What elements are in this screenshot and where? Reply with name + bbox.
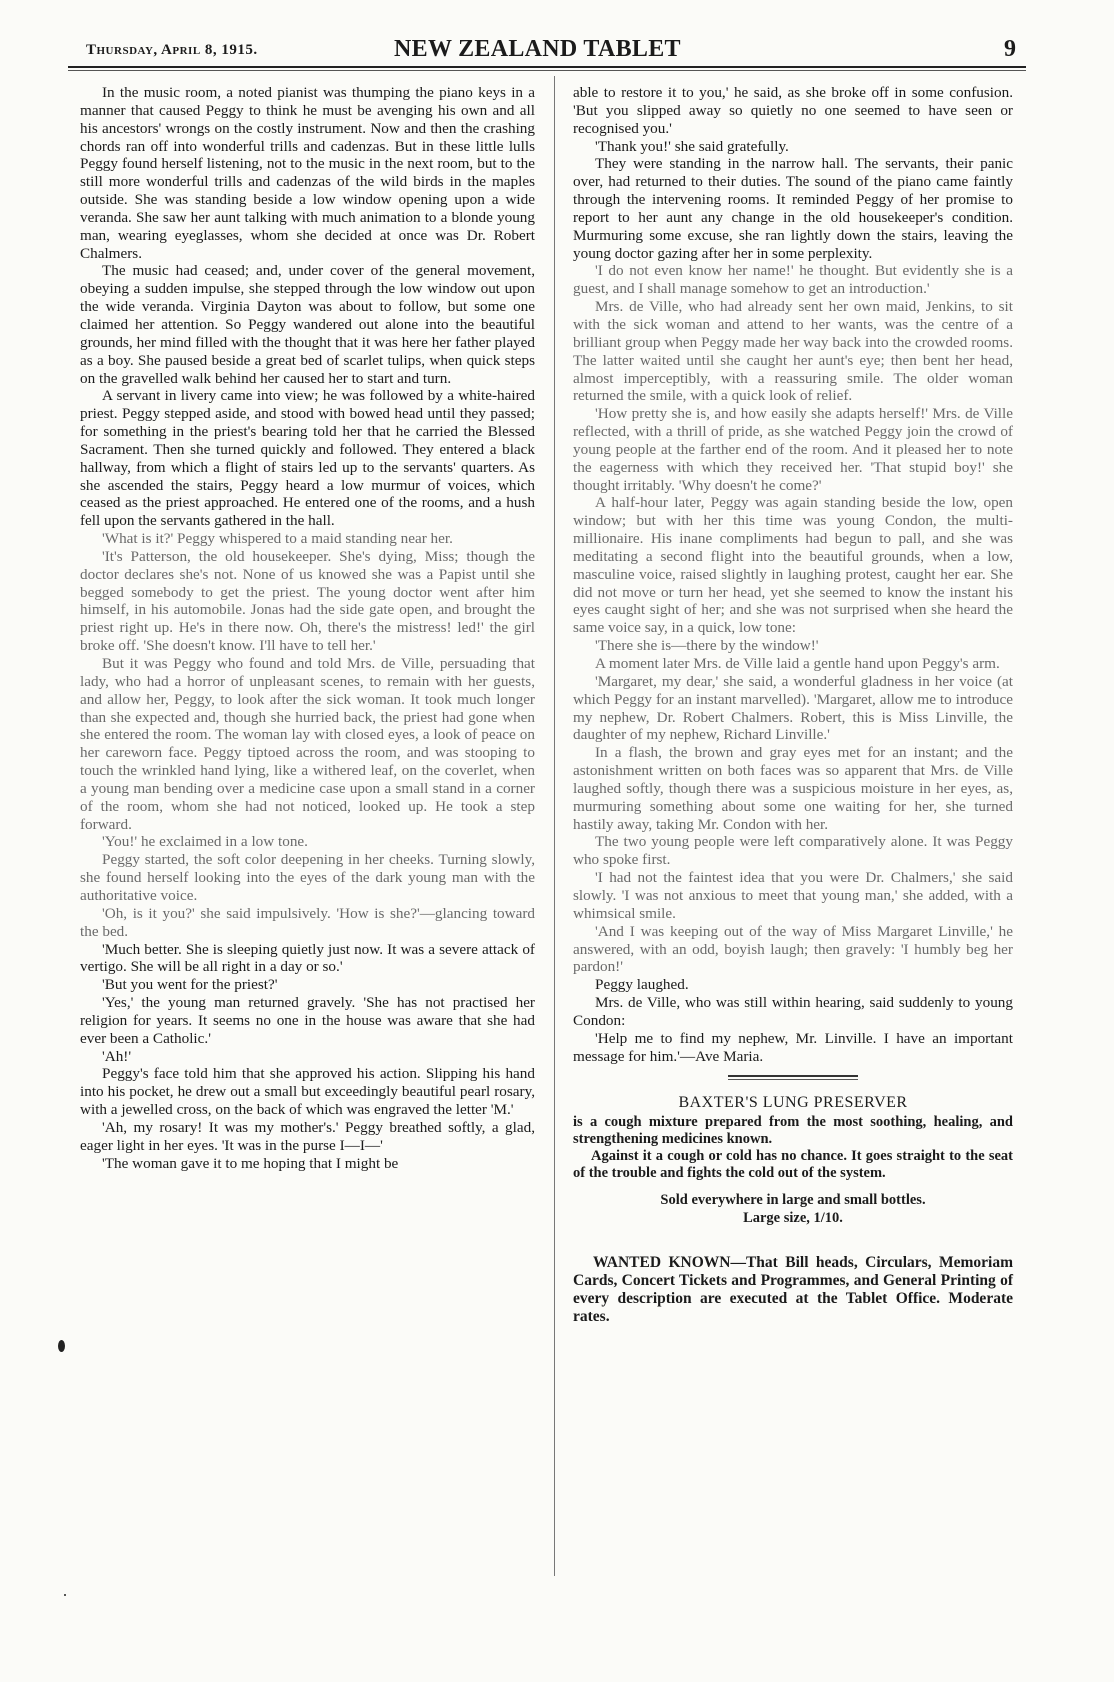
paragraph: In a flash, the brown and gray eyes met for an instant; and the astonishment written on both faces was so apparent that Mrs. de Ville laughed softly, though there was a suspicious moisture in her eyes, as, murmuring something about some one waiting for her, she turned hastily away, taking Mr. Condon with her. [573, 744, 1013, 833]
newspaper-title: NEW ZEALAND TABLET [394, 36, 681, 62]
header-rule-thin [68, 70, 1026, 71]
advert-heading: BAXTER'S LUNG PRESERVER [678, 1094, 908, 1112]
wanted-notice [573, 1254, 1013, 1326]
advert-rule [728, 1075, 858, 1077]
advert-line: is a cough mixture prepared from the most soothing, healing, and strengthening medicines known. [573, 1114, 1013, 1148]
advert-rule-thin [728, 1079, 858, 1080]
ink-blot [58, 1340, 65, 1352]
advert-body [573, 1114, 1013, 1182]
header-rule [68, 66, 1026, 68]
paragraph: 'Help me to find my nephew, Mr. Linville. I have an important message for him.'—Ave Maria. [573, 1029, 1013, 1065]
paragraph: 'And I was keeping out of the way of Miss Margaret Linville,' he answered, with an odd, boyish laugh; then gravely: 'I humbly beg her pardon!' [573, 922, 1013, 976]
paragraph: Peggy started, the soft color deepening in her cheeks. Turning slowly, she found herself looking into the eyes of the dark young man with the authoritative voice. [80, 851, 535, 904]
paragraph: 'Ah!' [102, 1047, 132, 1065]
paragraph: 'Ah, my rosary! It was my mother's.' Peggy breathed softly, a glad, eager light in her eyes. 'It was in the purse I—I—' [80, 1118, 535, 1154]
advertisement [573, 1094, 1013, 1228]
left-column [80, 84, 535, 1172]
paragraph: A moment later Mrs. de Ville laid a gentle hand upon Peggy's arm. [595, 655, 1000, 672]
paragraph: 'Yes,' the young man returned gravely. 'She has not practised her religion for years. It seems no one in the house was aware that she had ever been a Catholic.' [80, 994, 535, 1047]
right-column [573, 84, 1013, 1326]
paragraph: 'Much better. She is sleeping quietly just now. It was a severe attack of vertigo. She will be all right in a day or so.' [80, 940, 535, 976]
ink-speck [64, 1594, 66, 1596]
paragraph: 'I had not the faintest idea that you were Dr. Chalmers,' she said slowly. 'I was not anxious to meet that young man,' she added, with a whimsical smile. [573, 869, 1013, 922]
paragraph: In the music room, a noted pianist was thumping the piano keys in a manner that caused Peggy to think he must be avenging his own and all his ancestors' wrongs on the costly instrument. Now and then the crashing chords ran off into wonderful trills and cadenzas. But in these little lulls Peggy found herself listening, not to the music in the next room, but to the still more wonderful trills and cadenzas of the wild birds in the maples outside. She was standing beside a low window opening upon a wide veranda. She saw her aunt talking with much animation to a blonde young man, wearing eyeglasses, whom she decided at once was Dr. Robert Chalmers. [80, 84, 535, 262]
paragraph: A half-hour later, Peggy was again standing beside the low, open window; but with her this time was young Condon, the multi-millionaire. His inane compliments had begun to pall, and she was meditating a second flight into the beautiful grounds, when a low, masculine voice, raised slightly in laughing protest, caught her ear. She did not move or turn her head, yet she seemed to know the instant his eyes caught sight of her; and she was not surprised when she heard the same voice say, in a quick, low tone: [573, 494, 1013, 637]
paragraph: 'The woman gave it to me hoping that I might be [102, 1154, 399, 1172]
masthead [86, 36, 1016, 68]
column-divider [554, 76, 555, 1576]
paragraph: But it was Peggy who found and told Mrs. de Ville, persuading that lady, who had a horror of unpleasant scenes, to remain with her guests, and allow her, Peggy, to look after the sick woman. It took much longer than she expected and, though she hurried back, the priest had gone when she entered the room. The woman lay with closed eyes, a look of peace on her careworn face. Peggy tiptoed across the room, and was stooping to touch the wrinkled hand lying, like a withered leaf, on the coverlet, when a young man bending over a medicine case upon a small stand in a corner of the room, whom she had not noticed, looked up. He took a step forward. [80, 655, 535, 833]
wanted-text: WANTED KNOWN—That Bill heads, Circulars, Memoriam Cards, Concert Tickets and Programmes, and General Printing of every description are executed at the Tablet Office. Moderate rates. [573, 1253, 1013, 1325]
paragraph: 'You!' he exclaimed in a low tone. [102, 833, 308, 851]
paragraph: 'What is it?' Peggy whispered to a maid standing near her. [102, 530, 453, 548]
paragraph: Peggy's face told him that she approved his action. Slipping his hand into his pocket, he drew out a small but exceedingly beautiful pearl rosary, with a jewelled cross, on the back of which was engraved the letter 'M.' [80, 1065, 535, 1119]
paragraph: They were standing in the narrow hall. The servants, their panic over, had returned to their duties. The sound of the piano came faintly through the intervening rooms. It reminded Peggy of her promise to report to her aunt any change in the old housekeeper's condition. Murmuring some excuse, she ran lightly down the stairs, leaving the young doctor gazing after her in some perplexity. [573, 155, 1013, 262]
paragraph: 'Margaret, my dear,' she said, a wonderful gladness in her voice (at which Peggy for an instant marvelled). 'Margaret, allow me to introduce my nephew, Dr. Robert Chalmers. Robert, this is Miss Linville, the daughter of my nephew, Richard Linville.' [573, 672, 1013, 744]
paragraph: 'Oh, is it you?' she said impulsively. 'How is she?'—glancing toward the bed. [80, 904, 535, 940]
paragraph: A servant in livery came into view; he was followed by a white-haired priest. Peggy stepped aside, and stood with bowed head until they passed; for something in the priest's bearing told her that he carried the Blessed Sacrament. Then she turned quickly and followed. They entered a black hallway, from which a flight of stairs led up to the servants' quarters. As she ascended the stairs, Peggy heard a low murmur of voices, which ceased as the priest approached. He entered one of the rooms, and a hush fell upon the servants gathered in the hall. [80, 387, 535, 530]
paragraph: Peggy laughed. [595, 976, 689, 994]
advert-line: Against it a cough or cold has no chance. It goes straight to the seat of the trouble and fights the cold out of the system. [573, 1148, 1013, 1182]
paragraph: The two young people were left comparatively alone. It was Peggy who spoke first. [573, 833, 1013, 869]
paragraph: 'There she is—there by the window!' [595, 637, 819, 655]
page-number: 9 [1004, 36, 1016, 62]
paragraph: able to restore it to you,' he said, as she broke off in some confusion. 'But you slipped away so quietly no one seemed to have seen or recognised you.' [573, 84, 1013, 137]
paragraph: Mrs. de Ville, who had already sent her own maid, Jenkins, to sit with the sick woman and attend to her wants, was the centre of a brilliant group when Peggy made her way back into the crowded rooms. The latter waited until she caught her aunt's eye; then bent her head, almost imperceptibly, with a reassuring smile. The older woman returned the smile, with a quick look of relief. [573, 298, 1013, 405]
paragraph: 'How pretty she is, and how easily she adapts herself!' Mrs. de Ville reflected, with a thrill of pride, as she watched Peggy join the crowd of young people at the farther end of the room. And it pleased her to note the eagerness with which they received her. 'That stupid boy!' she thought irritably. 'Why doesn't he come?' [573, 405, 1013, 494]
paragraph: 'Thank you!' she said gratefully. [595, 137, 789, 155]
advert-price: Large size, 1/10. [743, 1210, 843, 1227]
paragraph: 'I do not even know her name!' he thought. But evidently she is a guest, and I shall manage somehow to get an introduction.' [573, 262, 1013, 298]
advert-sold-line: Sold everywhere in large and small bottles. [660, 1192, 926, 1209]
issue-date: Thursday, April 8, 1915. [86, 42, 258, 58]
paragraph: The music had ceased; and, under cover of the general movement, obeying a sudden impulse, she stepped through the low window out upon the wide veranda. Virginia Dayton was about to follow, but some one claimed her attention. So Peggy wandered out alone into the beautiful grounds, her mind filled with the thought that it was here her father played as a boy. She paused beside a great bed of scarlet tulips, when quick steps on the gravelled walk behind her caused her to start and turn. [80, 262, 535, 387]
paragraph: 'But you went for the priest?' [102, 976, 278, 994]
paragraph: Mrs. de Ville, who was still within hearing, said suddenly to young Condon: [573, 994, 1013, 1029]
paragraph: 'It's Patterson, the old housekeeper. She's dying, Miss; though the doctor declares she's not. None of us knowed she was a Papist until she begged somebody to get the priest. The young doctor went after him himself, in his automobile. Jonas had the side gate open, and brought the priest right up. He's in there now. Oh, there's the mistress! led!' the girl broke off. 'She doesn't know. I'll have to tell her.' [80, 547, 535, 655]
